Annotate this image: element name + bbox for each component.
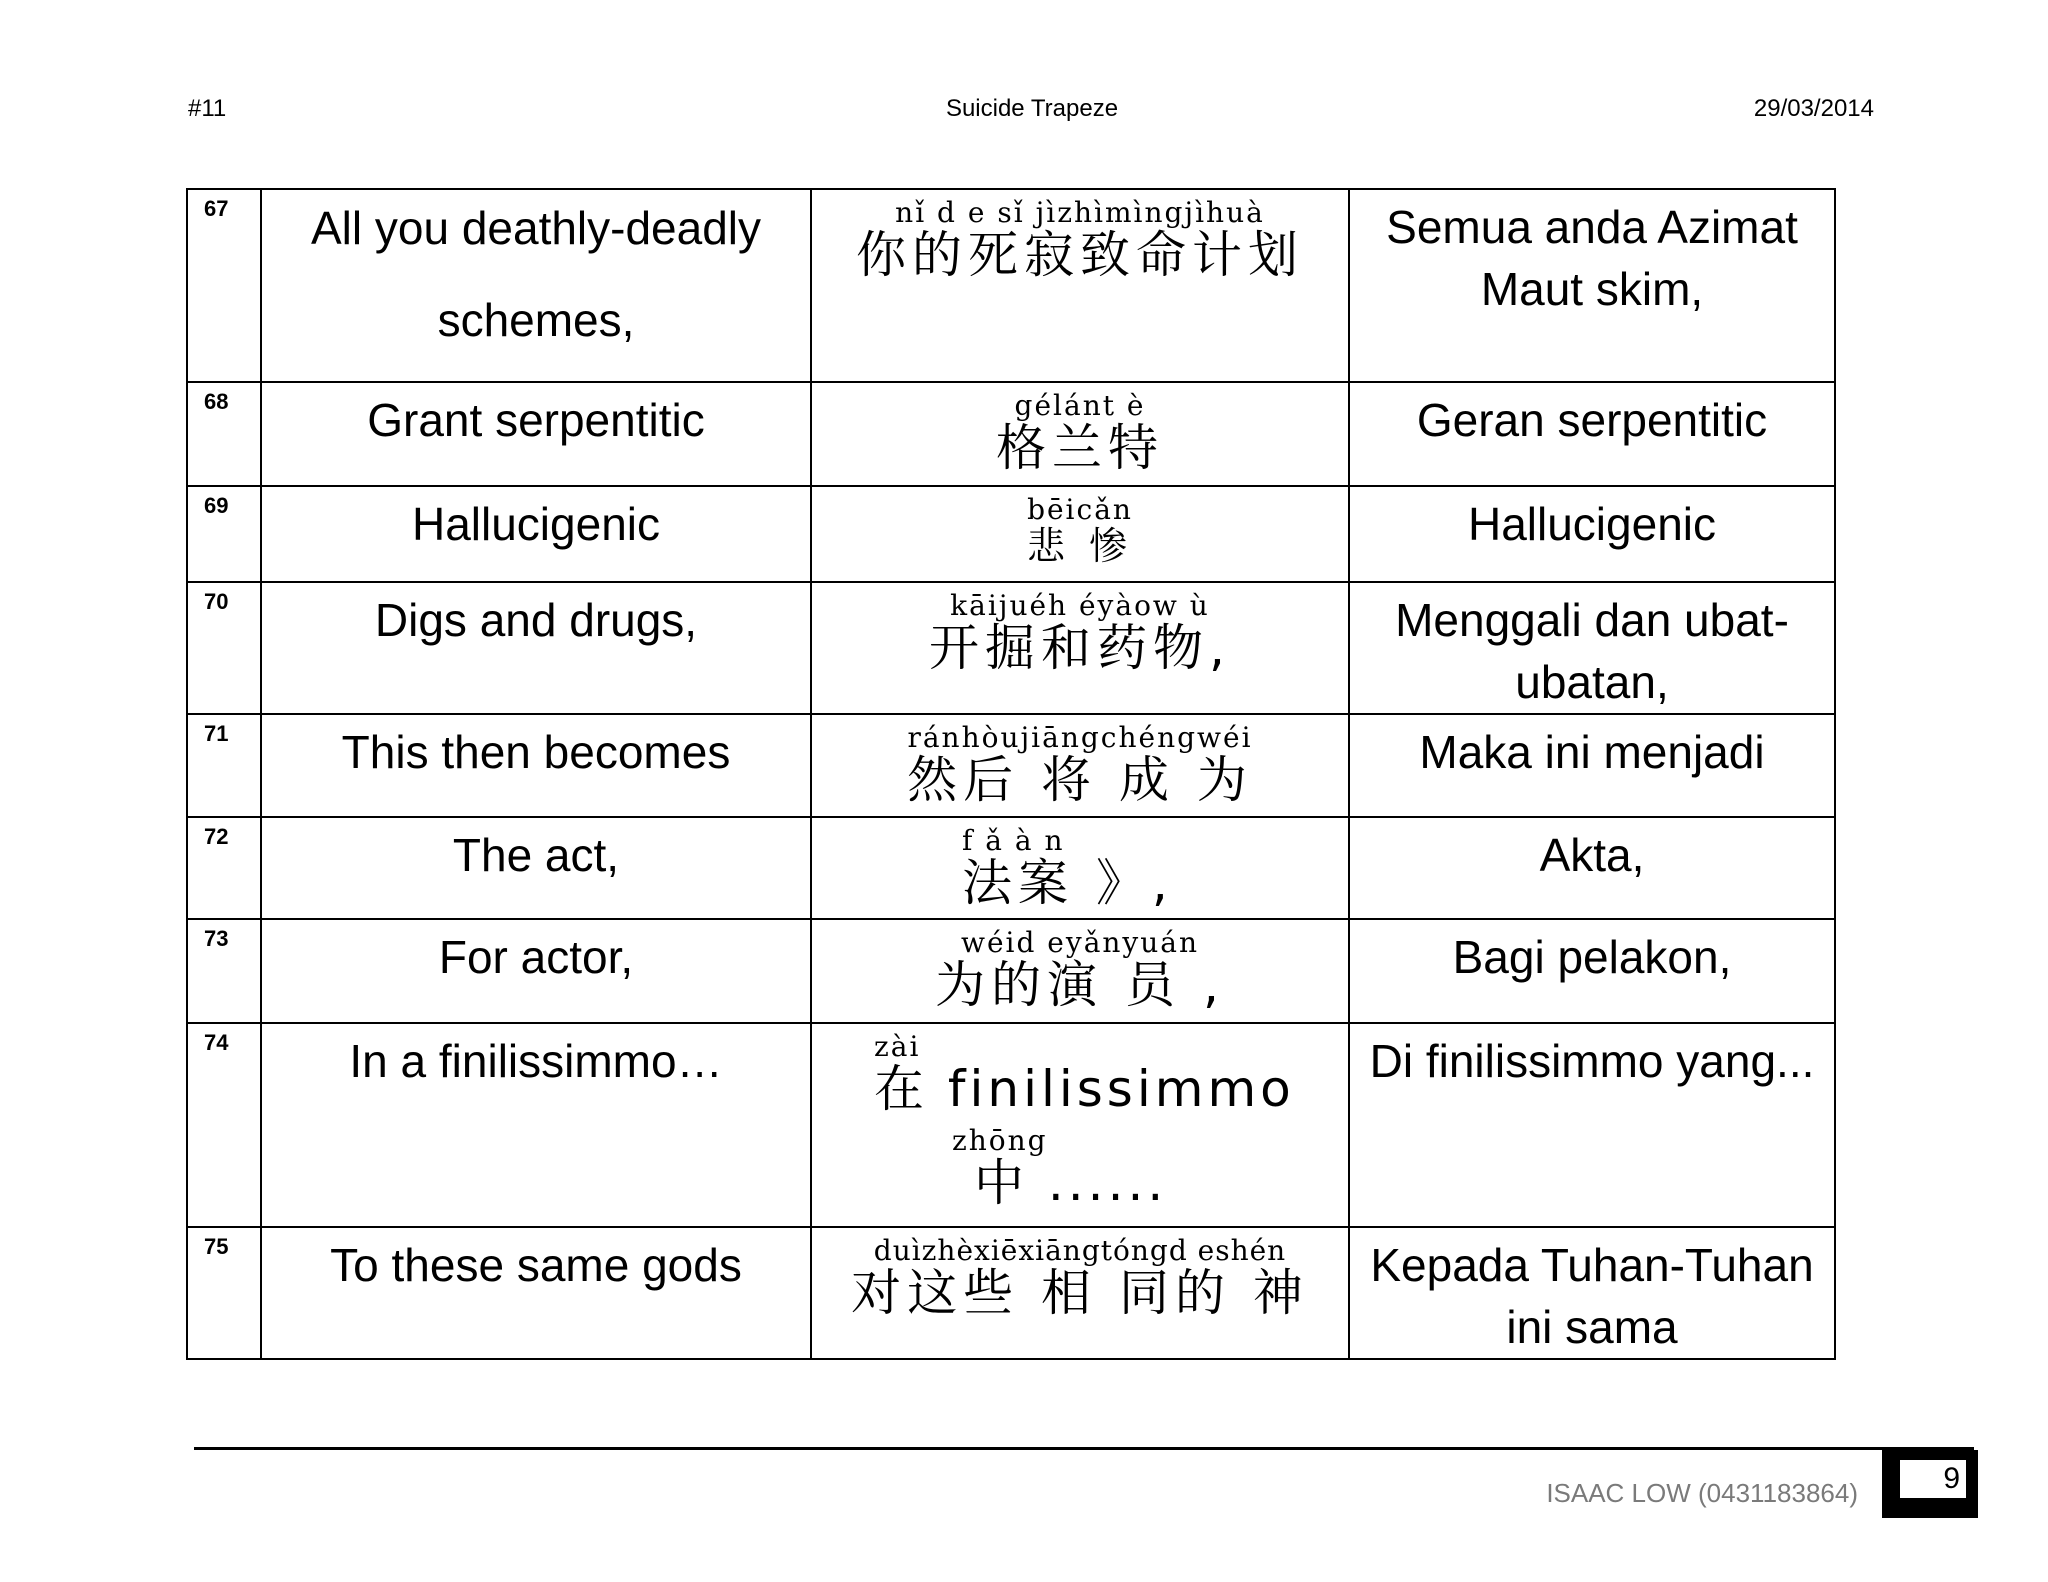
hanzi-text: 为的演 员 ,: [935, 956, 1225, 1014]
english-line: Digs and drugs,: [261, 582, 811, 714]
pinyin-text: duìzhèxiēxiāngtóngd eshén: [873, 1234, 1287, 1267]
malay-line: Maka ini menjadi: [1349, 714, 1835, 817]
chinese-line: [811, 714, 1349, 817]
hanzi-text: 悲 惨: [1026, 524, 1134, 568]
footer-divider: [194, 1447, 1974, 1450]
translation-table: [186, 188, 1836, 1360]
pinyin-text: gélánt è: [1014, 389, 1146, 422]
line-number: 74: [187, 1023, 261, 1227]
hanzi-text: 法案 》,: [962, 854, 1174, 912]
line-number: 69: [187, 486, 261, 582]
line-number: 70: [187, 582, 261, 714]
line-number: 67: [187, 189, 261, 382]
english-text: All you deathly-deadly schemes,: [310, 202, 762, 346]
pinyin-text: ránhòujiāngchéngwéi: [907, 721, 1253, 754]
english-line: For actor,: [261, 919, 811, 1023]
malay-line: Menggali dan ubat-ubatan,: [1349, 582, 1835, 714]
line-number: 72: [187, 817, 261, 919]
pinyin-text: zhōng: [952, 1124, 1048, 1157]
line-number: 71: [187, 714, 261, 817]
header-episode-number: #11: [188, 95, 227, 122]
chinese-line: [811, 1023, 1349, 1227]
malay-line: Akta,: [1349, 817, 1835, 919]
header-title: Suicide Trapeze: [945, 95, 1119, 122]
line-number: 73: [187, 919, 261, 1023]
chinese-line: [811, 582, 1349, 714]
malay-line: Hallucigenic: [1349, 486, 1835, 582]
hanzi-text: 对这些 相 同的 神: [851, 1264, 1309, 1322]
hanzi-text: 你的死寂致命计划: [856, 226, 1304, 284]
chinese-line: [811, 189, 1349, 382]
chinese-line: [811, 817, 1349, 919]
malay-line: Kepada Tuhan-Tuhan ini sama: [1349, 1227, 1835, 1359]
line-number: 68: [187, 382, 261, 486]
english-line: Grant serpentitic: [261, 382, 811, 486]
pinyin-text: bēicǎn: [1027, 493, 1133, 526]
malay-line: Geran serpentitic: [1349, 382, 1835, 486]
table-row: [187, 189, 1835, 382]
table-row: [187, 582, 1835, 714]
english-line: This then becomes: [261, 714, 811, 817]
table-row: [187, 919, 1835, 1023]
hanzi-text: 开掘和药物,: [929, 619, 1231, 677]
english-line: In a finilissimmo…: [261, 1023, 811, 1227]
english-line: Hallucigenic: [261, 486, 811, 582]
pinyin-text: wéid eyǎnyuán: [960, 926, 1199, 959]
english-line: To these same gods: [261, 1227, 811, 1359]
english-line: The act,: [261, 817, 811, 919]
pinyin-text: f ǎ à n: [962, 824, 1065, 857]
chinese-line: [811, 1227, 1349, 1359]
pinyin-text: kāijuéh éyàow ù: [950, 589, 1210, 622]
table-row: [187, 486, 1835, 582]
hanzi-text: 在 finilissimmo: [874, 1060, 1295, 1118]
table-row: [187, 1227, 1835, 1359]
chinese-line: [811, 382, 1349, 486]
table-row: [187, 1023, 1835, 1227]
table-row: [187, 382, 1835, 486]
footer-author: ISAAC LOW (0431183864): [1546, 1478, 1858, 1508]
english-line: [261, 189, 811, 382]
table-row: [187, 714, 1835, 817]
chinese-line: [811, 919, 1349, 1023]
malay-line: Semua anda Azimat Maut skim,: [1349, 189, 1835, 382]
pinyin-text: nǐ d e sǐ jìzhìmìngjìhuà: [895, 196, 1265, 229]
page-number: 9: [1900, 1460, 1966, 1498]
table-row: [187, 817, 1835, 919]
chinese-line: [811, 486, 1349, 582]
header-date: 29/03/2014: [1753, 95, 1874, 122]
malay-line: Di finilissimmo yang...: [1349, 1023, 1835, 1227]
hanzi-text: 然后 将 成 为: [907, 751, 1253, 809]
hanzi-text: 中 ......: [974, 1154, 1168, 1212]
hanzi-text: 格兰特: [996, 419, 1164, 477]
line-number: 75: [187, 1227, 261, 1359]
malay-line: Bagi pelakon,: [1349, 919, 1835, 1023]
page-number-box: [1882, 1450, 1978, 1518]
pinyin-text: zài: [874, 1030, 921, 1063]
